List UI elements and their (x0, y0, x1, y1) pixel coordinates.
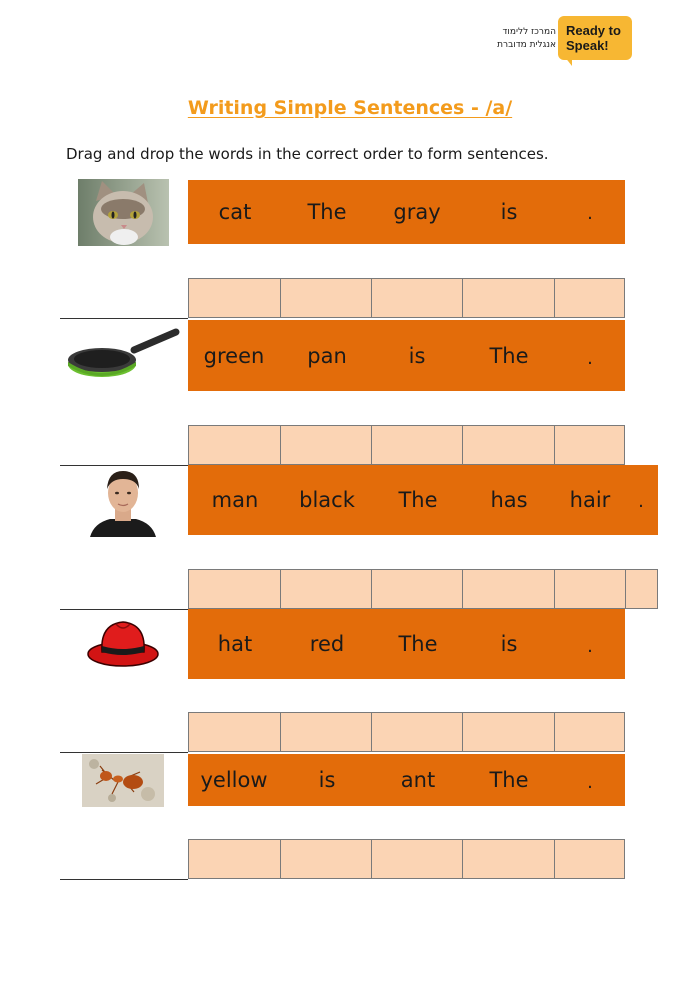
page-title: Writing Simple Sentences - /a/ (187, 97, 513, 119)
drop-slot[interactable] (188, 425, 281, 465)
frying-pan-photo (66, 320, 182, 390)
drop-slot[interactable] (554, 569, 626, 609)
word-tile[interactable]: The (398, 632, 438, 656)
drop-slot[interactable] (554, 712, 625, 752)
drop-slot[interactable] (462, 839, 555, 879)
cat-photo (78, 179, 169, 246)
word-tile[interactable]: has (490, 488, 528, 512)
word-tile[interactable]: The (398, 488, 438, 512)
drop-slot[interactable] (462, 569, 555, 609)
word-tile[interactable]: pan (307, 344, 347, 368)
word-tile[interactable]: red (309, 632, 345, 656)
drop-slot[interactable] (280, 425, 372, 465)
divider (60, 879, 188, 880)
drop-slot[interactable] (280, 712, 372, 752)
word-tile[interactable]: . (587, 348, 593, 369)
logo-badge-line1: Ready to (566, 23, 621, 38)
logo-hebrew-line1: המרכז ללימוד (502, 27, 556, 37)
drop-slot[interactable] (371, 712, 463, 752)
logo-hebrew-text (488, 26, 556, 52)
word-tile[interactable]: black (299, 488, 355, 512)
word-tile[interactable]: is (500, 632, 518, 656)
word-tile[interactable]: man (211, 488, 259, 512)
divider (60, 752, 188, 753)
word-tile[interactable]: . (587, 203, 593, 224)
word-tile[interactable]: . (638, 491, 644, 512)
drop-slot[interactable] (371, 278, 463, 318)
instructions-text: Drag and drop the words in the correct order to form sentences. (66, 145, 549, 163)
word-tile[interactable]: yellow (200, 768, 268, 792)
word-tile[interactable]: cat (218, 200, 252, 224)
drop-slot[interactable] (280, 278, 372, 318)
logo-badge-line2: Speak! (566, 38, 609, 53)
divider (60, 465, 188, 466)
word-tile[interactable]: . (587, 772, 593, 793)
word-tile[interactable]: is (500, 200, 518, 224)
drop-slot[interactable] (280, 839, 372, 879)
word-tile[interactable]: gray (393, 200, 441, 224)
word-tile[interactable]: The (489, 768, 529, 792)
drop-slot[interactable] (371, 569, 463, 609)
word-tile[interactable]: . (587, 636, 593, 657)
word-tile[interactable]: is (318, 768, 336, 792)
divider (60, 318, 188, 319)
word-tile[interactable]: is (408, 344, 426, 368)
drop-slot[interactable] (188, 278, 281, 318)
drop-slot[interactable] (462, 425, 555, 465)
word-tile[interactable]: The (307, 200, 347, 224)
word-tile[interactable]: hair (569, 488, 611, 512)
drop-slot[interactable] (371, 839, 463, 879)
drop-slot[interactable] (462, 712, 555, 752)
drop-slot[interactable] (371, 425, 463, 465)
red-hat-image (86, 614, 160, 670)
drop-slot[interactable] (188, 712, 281, 752)
drop-slot[interactable] (554, 839, 625, 879)
logo-hebrew-line2: אנגלית מדוברת (497, 40, 556, 50)
drop-slot[interactable] (188, 839, 281, 879)
word-tile[interactable]: hat (217, 632, 253, 656)
ant-photo (82, 754, 164, 807)
word-tile[interactable]: ant (400, 768, 436, 792)
drop-slot[interactable] (188, 569, 281, 609)
drop-slot[interactable] (462, 278, 555, 318)
ready-to-speak-logo (558, 16, 632, 60)
word-tile[interactable]: green (203, 344, 265, 368)
man-portrait-photo (86, 467, 160, 537)
divider (60, 609, 188, 610)
drop-slot[interactable] (280, 569, 372, 609)
word-tile[interactable]: The (489, 344, 529, 368)
drop-slot[interactable] (554, 425, 625, 465)
drop-slot[interactable] (554, 278, 625, 318)
drop-slot[interactable] (625, 569, 658, 609)
